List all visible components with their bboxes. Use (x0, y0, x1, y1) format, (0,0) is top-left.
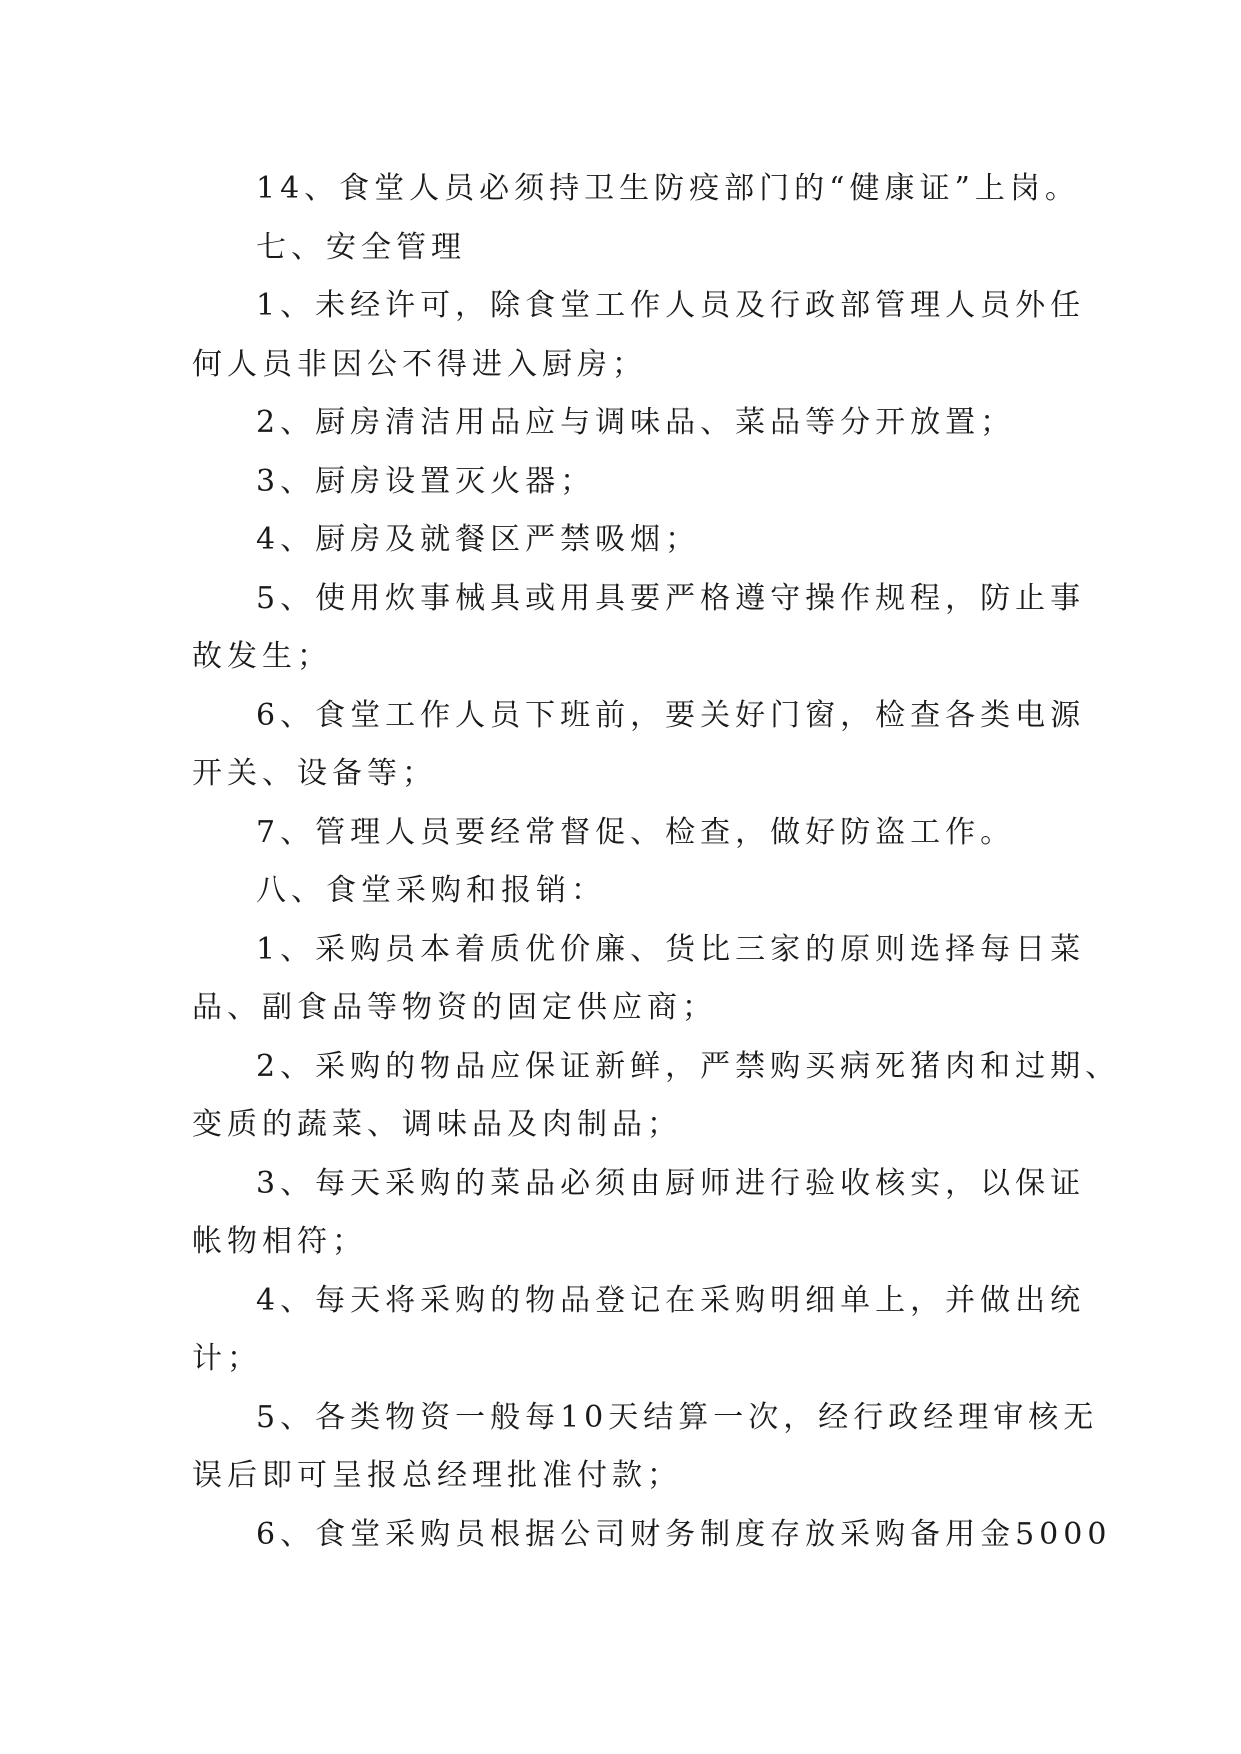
text-line-1: 14、食堂人员必须持卫生防疫部门的“健康证”上岗。 (256, 171, 1080, 206)
text-line-10: 6、食堂工作人员下班前，要关好门窗，检查各类电源 (256, 697, 1086, 733)
text-line-22: 5、各类物资一般每10天结算一次，经行政经理审核无 (256, 1399, 1099, 1435)
text-line-11: 开关、设备等； (192, 756, 437, 791)
text-line-9: 故发生； (192, 639, 332, 674)
text-line-20: 4、每天将采购的物品登记在采购明细单上，并做出统 (256, 1282, 1086, 1318)
text-line-7: 4、厨房及就餐区严禁吸烟； (256, 522, 701, 557)
section-heading-safety: 七、安全管理 (256, 229, 466, 265)
text-line-5: 2、厨房清洁用品应与调味品、菜品等分开放置； (256, 405, 1016, 440)
text-line-16: 2、采购的物品应保证新鲜，严禁购买病死猪肉和过期、 (256, 1048, 1121, 1084)
document-body (192, 160, 1121, 1564)
text-line-8: 5、使用炊事械具或用具要严格遵守操作规程，防止事 (256, 580, 1086, 616)
text-line-15: 品、副食品等物资的固定供应商； (192, 990, 717, 1025)
text-line-18: 3、每天采购的菜品必须由厨师进行验收核实，以保证 (256, 1165, 1086, 1201)
text-line-21: 计； (192, 1341, 262, 1376)
text-line-6: 3、厨房设置灭火器； (256, 463, 596, 499)
section-heading-purchasing: 八、食堂采购和报销： (256, 873, 606, 908)
text-line-12: 7、管理人员要经常督促、检查，做好防盗工作。 (256, 814, 1016, 850)
text-line-17: 变质的蔬菜、调味品及肉制品； (192, 1107, 682, 1142)
text-line-19: 帐物相符； (192, 1224, 367, 1259)
text-line-23: 误后即可呈报总经理批准付款； (192, 1458, 682, 1493)
text-line-4: 何人员非因公不得进入厨房； (192, 346, 647, 382)
text-line-14: 1、采购员本着质优价廉、货比三家的原则选择每日菜 (256, 931, 1086, 967)
text-line-3: 1、未经许可，除食堂工作人员及行政部管理人员外任 (256, 288, 1086, 323)
text-line-24: 6、食堂采购员根据公司财务制度存放采购备用金5000 (256, 1516, 1112, 1552)
